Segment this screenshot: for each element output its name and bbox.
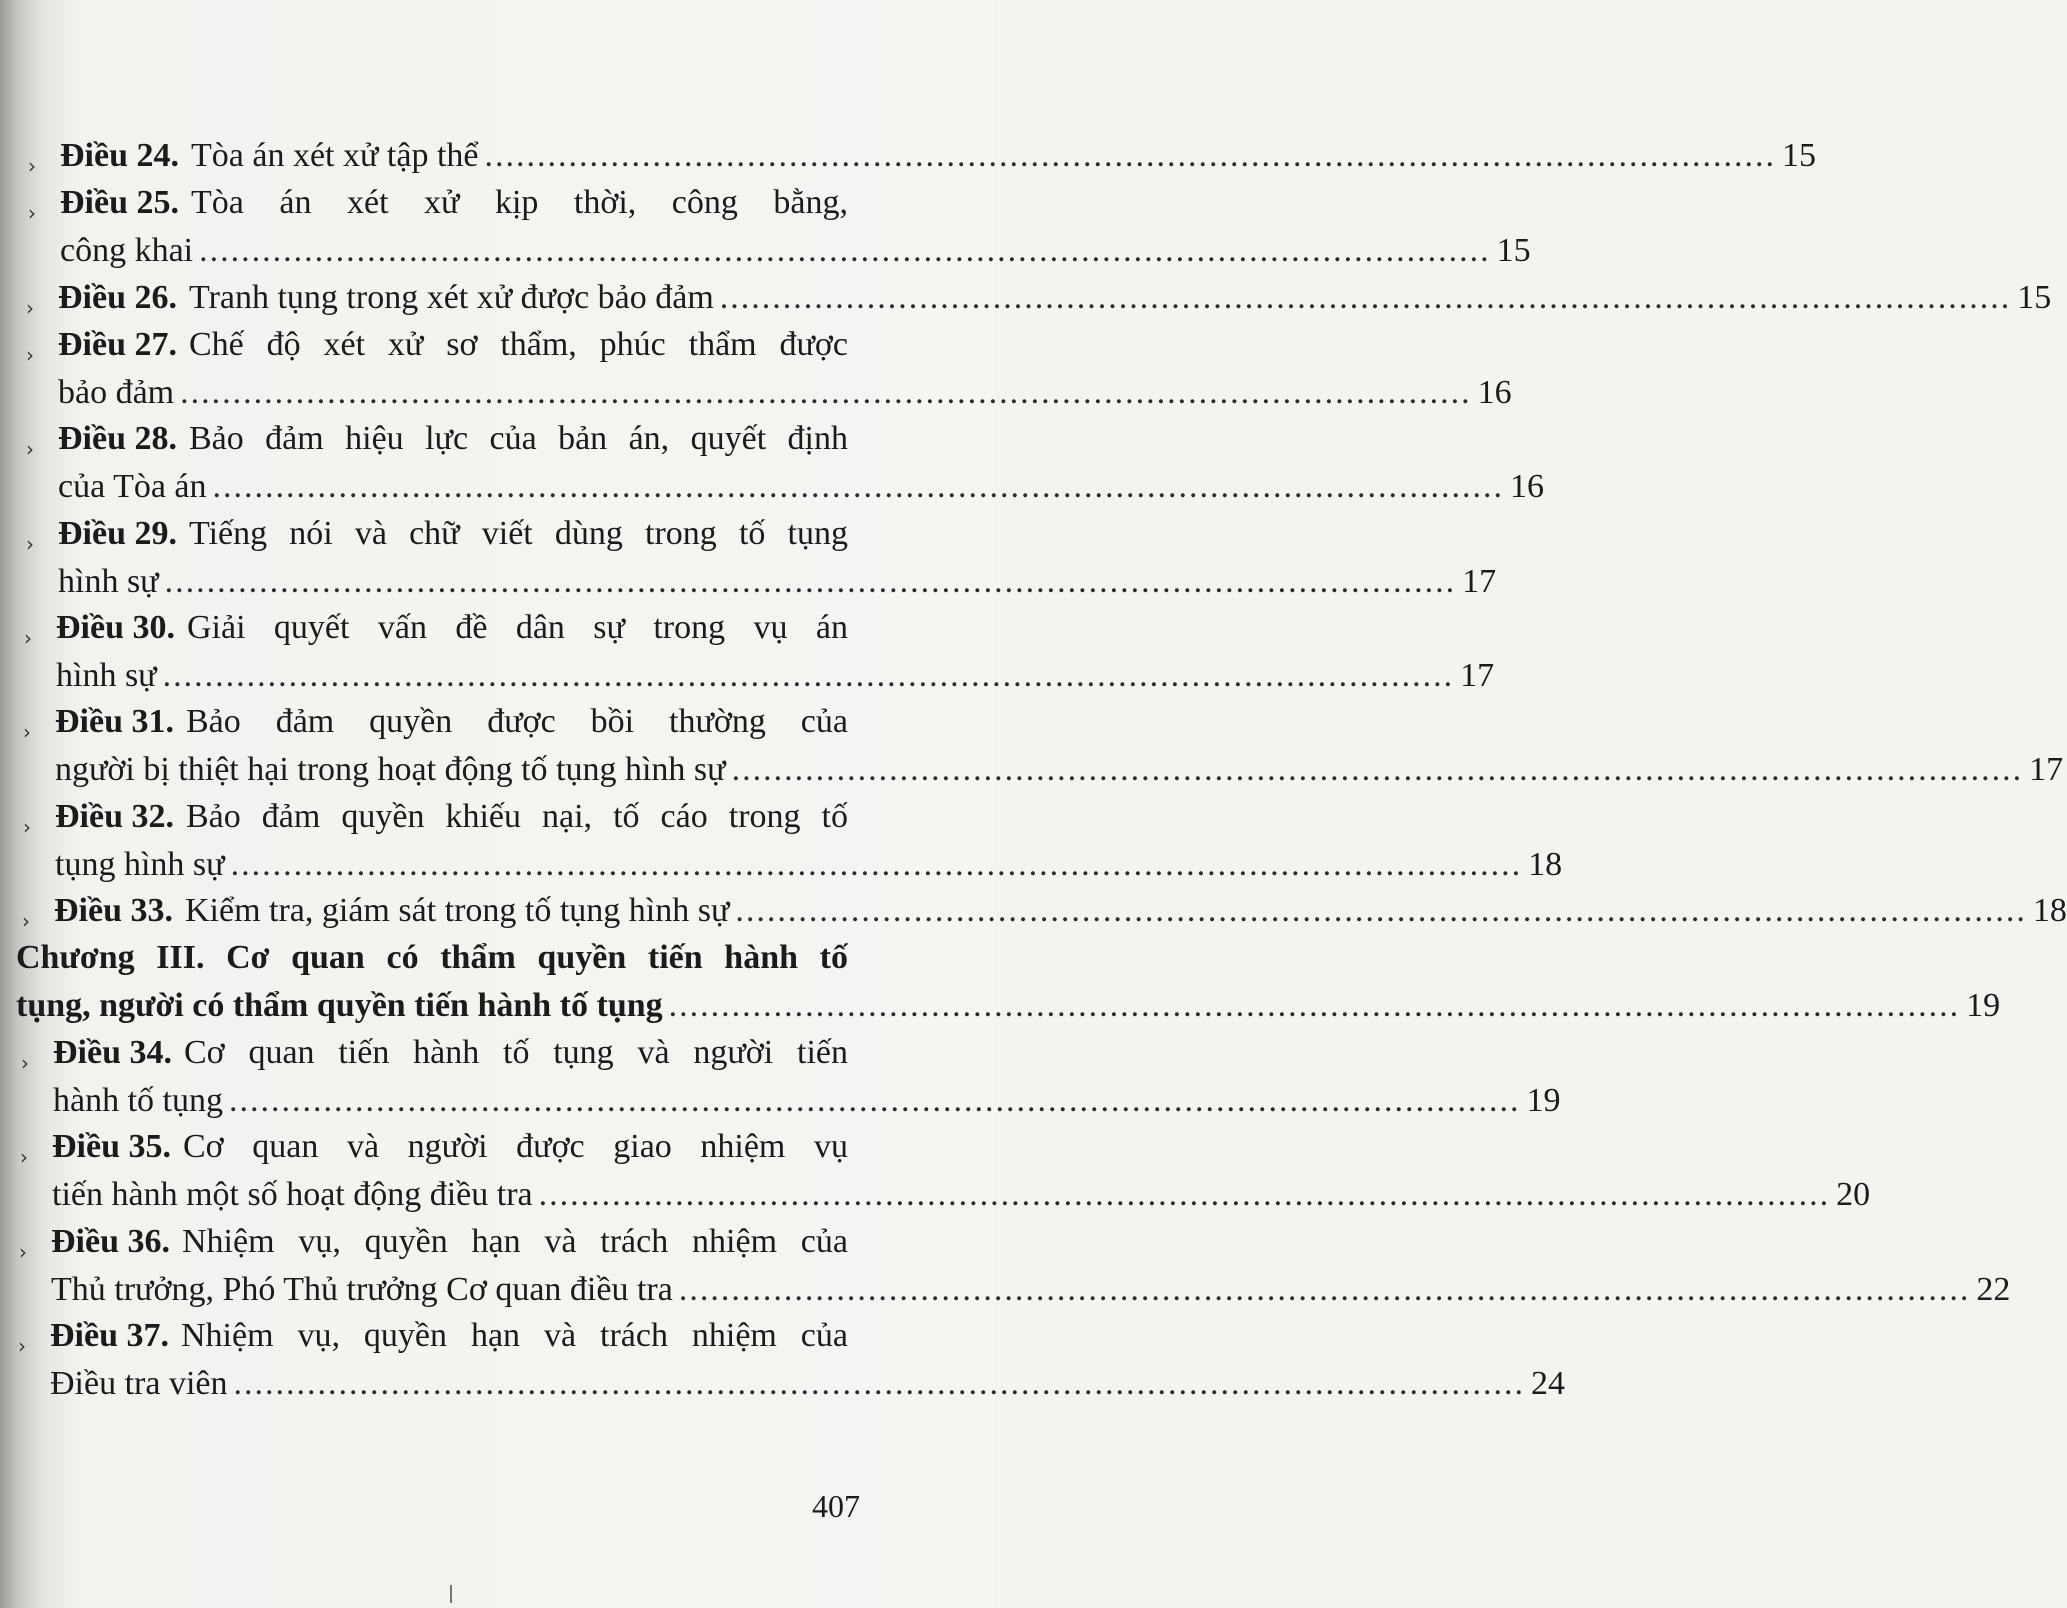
article-number: Điều 26. xyxy=(58,278,177,316)
toc-entry-line xyxy=(58,463,1545,511)
bullet-chevron-icon: › xyxy=(26,342,34,367)
dot-leader: ........................................................................................................................... xyxy=(164,562,1457,600)
page-ref: 24 xyxy=(1531,1365,1565,1402)
bullet-chevron-icon: › xyxy=(26,531,34,556)
page-ref: 16 xyxy=(1510,468,1545,506)
toc-entry-text: tiến hành một số hoạt động điều tra xyxy=(52,1176,533,1214)
bullet-chevron-icon: › xyxy=(21,1050,29,1075)
toc-entry xyxy=(24,604,1495,700)
page-ref: 19 xyxy=(1966,987,2001,1025)
toc-entry xyxy=(26,274,2052,322)
page-ref: 18 xyxy=(1528,845,1563,883)
toc-entry-line xyxy=(50,1360,1565,1408)
dot-leader: ........................................................................................................................... xyxy=(538,1176,1831,1214)
article-number: Điều 30. xyxy=(56,609,175,646)
toc-entry-text: Cơ quan và người được giao nhiệm vụ xyxy=(183,1128,848,1166)
dot-leader: ........................................................................................................................... xyxy=(212,468,1505,506)
toc-entry-text: Kiểm tra, giám sát trong tố tụng hình sự xyxy=(185,892,730,930)
chapter-heading xyxy=(16,934,2001,1030)
article-number: Điều 32. xyxy=(55,797,174,835)
toc-entry-line xyxy=(51,1218,848,1266)
article-number: Điều 24. xyxy=(60,137,179,174)
toc-entry-line xyxy=(55,698,848,746)
page-ref: 17 xyxy=(1460,657,1495,694)
page-ref: 22 xyxy=(1976,1270,2011,1308)
toc-entry xyxy=(19,1218,2011,1314)
bullet-chevron-icon: › xyxy=(23,814,31,839)
toc-entry-line xyxy=(60,179,848,227)
bullet-chevron-icon: › xyxy=(28,201,36,226)
page-ref: 15 xyxy=(2017,278,2052,316)
dot-leader: ........................................................................................................................... xyxy=(678,1270,1971,1308)
dot-leader: ........................................................................................................................... xyxy=(228,1081,1521,1119)
dot-leader: ........................................................................................................................... xyxy=(233,1365,1525,1402)
toc-entry-line xyxy=(56,604,848,652)
toc-entry-text: bảo đảm xyxy=(58,373,175,411)
bullet-chevron-icon: › xyxy=(23,720,31,745)
toc-entry-line xyxy=(54,887,2067,935)
dot-leader: ........................................................................................................................... xyxy=(199,232,1491,270)
article-number: Điều 27. xyxy=(58,325,177,363)
toc-entry-line xyxy=(55,793,848,841)
toc-entry-text: Điều tra viên xyxy=(50,1365,228,1402)
toc-entry-text: Nhiệm vụ, quyền hạn và trách nhiệm của xyxy=(182,1222,848,1260)
toc-entry-line xyxy=(58,321,848,369)
toc-entry-text: của Tòa án xyxy=(58,468,207,506)
toc-entry-text: Tranh tụng trong xét xử được bảo đảm xyxy=(189,278,714,316)
article-number: Điều 31. xyxy=(55,703,174,741)
bullet-chevron-icon: › xyxy=(26,437,34,462)
toc-entry xyxy=(20,1123,1871,1219)
page-ref: 18 xyxy=(2032,892,2067,930)
dot-leader: ........................................................................................................................... xyxy=(668,987,1961,1025)
bullet-chevron-icon: › xyxy=(28,154,36,178)
toc-entry-text: Cơ quan tiến hành tố tụng và người tiến xyxy=(184,1033,848,1071)
toc-entry-text: người bị thiệt hại trong hoạt động tố tụng hình sự xyxy=(55,751,726,789)
toc-entry xyxy=(28,132,1816,180)
article-number: Điều 28. xyxy=(58,420,177,458)
article-number: Điều 37. xyxy=(50,1317,169,1354)
page-ref: 17 xyxy=(2029,751,2064,789)
toc-entry xyxy=(26,321,1512,417)
toc-entry-text: hình sự xyxy=(56,657,157,694)
dot-leader: ........................................................................................................................... xyxy=(735,892,2027,930)
toc-entry-line xyxy=(58,558,1497,606)
toc-entry-text: Tòa án xét xử kịp thời, công bằng, xyxy=(191,184,848,222)
toc-entry-text: Chế độ xét xử sơ thẩm, phúc thẩm được xyxy=(189,325,848,363)
chapter-heading-line xyxy=(16,934,848,982)
toc-entry-line xyxy=(60,132,1816,180)
article-number: Điều 29. xyxy=(58,514,177,552)
toc-entry xyxy=(28,179,1531,275)
toc-entry-text: Bảo đảm hiệu lực của bản án, quyết định xyxy=(189,420,848,458)
chapter-heading-text: tụng, người có thẩm quyền tiến hành tố tụng xyxy=(16,987,663,1025)
toc-entry-line xyxy=(56,652,1495,700)
article-number: Điều 34. xyxy=(53,1033,172,1071)
page-ref: 17 xyxy=(1462,562,1497,600)
toc-entry-text: Tiếng nói và chữ viết dùng trong tố tụng xyxy=(189,514,848,552)
toc-entry-text: tụng hình sự xyxy=(55,845,225,883)
toc-entry-line xyxy=(53,1029,848,1077)
toc-entry-line xyxy=(55,841,1563,889)
toc-entry xyxy=(26,415,1545,511)
page-ref: 15 xyxy=(1782,137,1816,174)
toc-entry-line xyxy=(53,1077,1561,1125)
toc-entry-text: Giải quyết vấn đề dân sự trong vụ án xyxy=(187,609,848,646)
toc-entry xyxy=(23,793,1563,889)
toc-entry-line xyxy=(58,274,2052,322)
page-ref: 20 xyxy=(1836,1176,1871,1214)
article-number: Điều 36. xyxy=(51,1222,170,1260)
toc-entry-line xyxy=(52,1123,848,1171)
page-ref: 15 xyxy=(1496,232,1531,270)
toc-entry-text: hình sự xyxy=(58,562,159,600)
article-number: Điều 25. xyxy=(60,184,179,222)
toc-entry xyxy=(21,1029,1561,1125)
bullet-chevron-icon: › xyxy=(26,295,34,320)
toc-entry-text: Bảo đảm quyền được bồi thường của xyxy=(186,703,848,741)
bullet-chevron-icon: › xyxy=(18,1334,26,1358)
print-mark xyxy=(450,1585,452,1603)
bullet-chevron-icon: › xyxy=(20,1145,28,1170)
toc-entry xyxy=(23,698,2064,794)
bullet-chevron-icon: › xyxy=(24,626,32,650)
toc-entry-text: công khai xyxy=(60,232,194,270)
page-ref: 16 xyxy=(1477,373,1512,411)
dot-leader: ........................................................................................................................... xyxy=(230,845,1523,883)
toc-entry xyxy=(18,1312,1565,1408)
toc-entry-line xyxy=(51,1266,2011,1314)
chapter-heading-line xyxy=(16,982,2001,1030)
toc-entry-text: Bảo đảm quyền khiếu nại, tố cáo trong tố xyxy=(186,797,848,835)
dot-leader: ........................................................................................................................... xyxy=(162,657,1455,694)
page-number: 407 xyxy=(812,1488,860,1524)
toc-entry-text: Nhiệm vụ, quyền hạn và trách nhiệm của xyxy=(181,1317,848,1354)
dot-leader: ........................................................................................................................... xyxy=(180,373,1472,411)
toc-entry-line xyxy=(55,746,2064,794)
toc-entry-text: hành tố tụng xyxy=(53,1081,223,1119)
toc-entry xyxy=(22,887,2067,935)
toc-entry-line xyxy=(60,227,1531,275)
bullet-chevron-icon: › xyxy=(19,1239,27,1264)
toc-entry xyxy=(26,510,1497,606)
toc-entry-line xyxy=(52,1171,1871,1219)
page-ref: 19 xyxy=(1526,1081,1561,1119)
toc-entry-line xyxy=(58,415,848,463)
toc-entry-line xyxy=(50,1312,848,1360)
bullet-chevron-icon: › xyxy=(22,909,30,934)
toc-entry-text: Tòa án xét xử tập thể xyxy=(191,137,479,174)
toc-entry-line xyxy=(58,510,848,558)
toc-entry-line xyxy=(58,369,1512,417)
article-number: Điều 35. xyxy=(52,1128,171,1166)
article-number: Điều 33. xyxy=(54,892,173,930)
dot-leader: ........................................................................................................................... xyxy=(719,278,2012,316)
dot-leader: ........................................................................................................................... xyxy=(484,137,1776,174)
chapter-heading-text: Chương III. Cơ quan có thẩm quyền tiến hành tố xyxy=(16,939,848,977)
toc-entry-text: Thủ trưởng, Phó Thủ trưởng Cơ quan điều tra xyxy=(51,1270,673,1308)
dot-leader: ........................................................................................................................... xyxy=(731,751,2024,789)
